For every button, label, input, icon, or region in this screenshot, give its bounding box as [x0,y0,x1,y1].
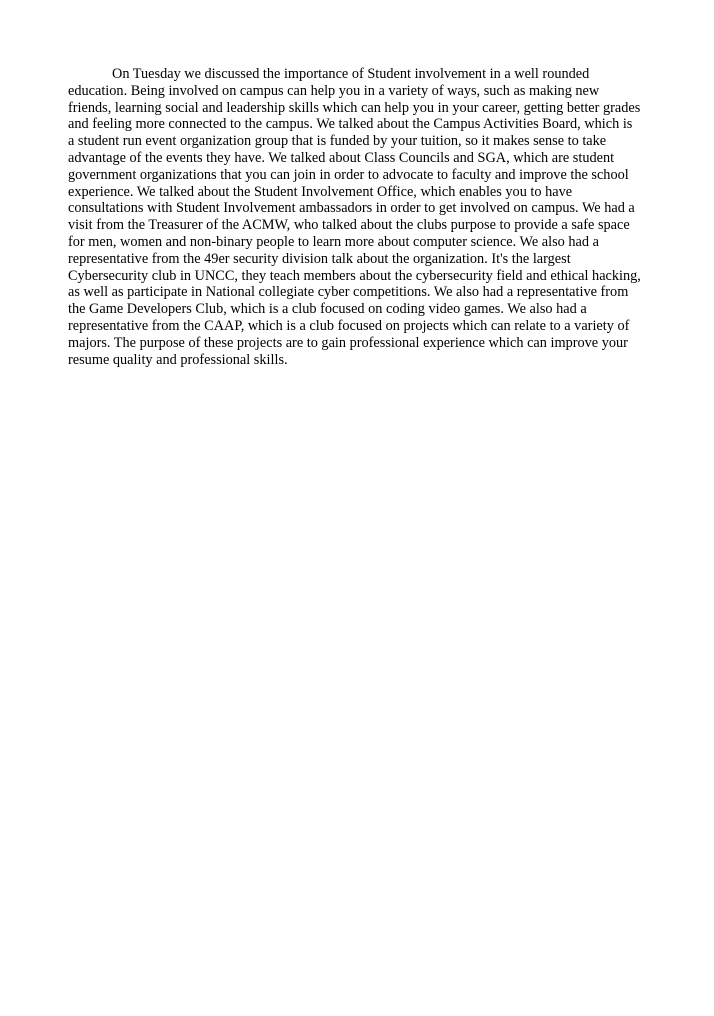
paragraph-line: friends, learning social and leadership skills which can help you in your career, getting better grades [68,99,641,116]
paragraph-line: majors. The purpose of these projects are to gain professional experience which can improve your [68,334,628,351]
paragraph-line: representative from the 49er security division talk about the organization. It's the largest [68,250,571,267]
paragraph-line: advantage of the events they have. We talked about Class Councils and SGA, which are student [68,149,615,166]
paragraph-line: resume quality and professional skills. [68,351,288,368]
paragraph-line: a student run event organization group that is funded by your tuition, so it makes sense to take [68,133,607,150]
paragraph-line: for men, women and non-binary people to learn more about computer science. We also had a [68,233,599,250]
paragraph-line: government organizations that you can join in order to advocate to faculty and improve the school [68,166,629,183]
paragraph-line: as well as participate in National collegiate cyber competitions. We also had a representative from [68,284,629,301]
body-paragraph [68,66,658,368]
paragraph-line: Cybersecurity club in UNCC, they teach members about the cybersecurity field and ethical hacking, [68,267,641,284]
paragraph-line: and feeling more connected to the campus. We talked about the Campus Activities Board, which is [68,116,633,133]
paragraph-line: On Tuesday we discussed the importance of Student involvement in a well rounded [112,66,590,82]
paragraph-line: education. Being involved on campus can help you in a variety of ways, such as making new [68,82,600,99]
paragraph-line: experience. We talked about the Student Involvement Office, which enables you to have [68,183,573,200]
paragraph-line: representative from the CAAP, which is a club focused on projects which can relate to a variety of [68,317,630,334]
paragraph-line: visit from the Treasurer of the ACMW, who talked about the clubs purpose to provide a safe space [68,217,630,234]
paragraph-line: the Game Developers Club, which is a club focused on coding video games. We also had a [68,301,587,318]
paragraph-line: consultations with Student Involvement ambassadors in order to get involved on campus. We had a [68,200,635,217]
